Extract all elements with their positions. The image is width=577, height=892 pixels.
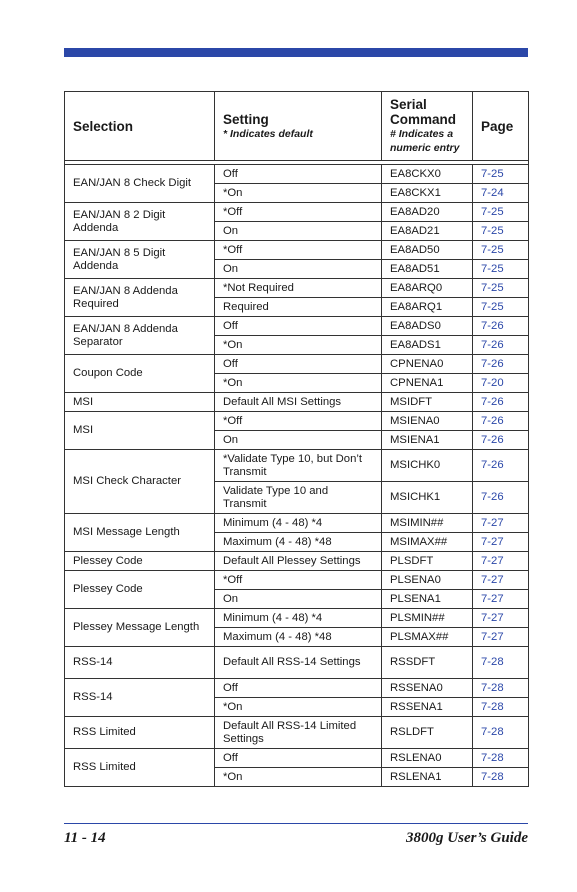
page-cell[interactable]: 7-28 bbox=[473, 647, 529, 679]
setting-cell: *On bbox=[215, 374, 382, 393]
page-cell[interactable]: 7-27 bbox=[473, 628, 529, 647]
setting-cell: *Off bbox=[215, 571, 382, 590]
page-cell[interactable]: 7-28 bbox=[473, 717, 529, 749]
page-cell[interactable]: 7-26 bbox=[473, 336, 529, 355]
selection-cell: MSI bbox=[65, 412, 215, 450]
table-header-row bbox=[65, 92, 529, 161]
setting-cell: *On bbox=[215, 698, 382, 717]
selection-cell: RSS-14 bbox=[65, 679, 215, 717]
page-cell[interactable]: 7-28 bbox=[473, 679, 529, 698]
page-cell[interactable]: 7-20 bbox=[473, 374, 529, 393]
setting-cell: Minimum (4 - 48) *4 bbox=[215, 514, 382, 533]
page-cell[interactable]: 7-26 bbox=[473, 450, 529, 482]
page-cell[interactable]: 7-26 bbox=[473, 482, 529, 514]
setting-cell: Default All MSI Settings bbox=[215, 393, 382, 412]
command-cell: MSIENA1 bbox=[382, 431, 473, 450]
table-row bbox=[65, 717, 529, 749]
setting-cell: Minimum (4 - 48) *4 bbox=[215, 609, 382, 628]
command-cell: MSIMIN## bbox=[382, 514, 473, 533]
command-cell: EA8ARQ1 bbox=[382, 298, 473, 317]
page-cell[interactable]: 7-25 bbox=[473, 298, 529, 317]
selection-cell: Coupon Code bbox=[65, 355, 215, 393]
selection-cell: EAN/JAN 8 Addenda Separator bbox=[65, 317, 215, 355]
command-cell: RSSENA0 bbox=[382, 679, 473, 698]
setting-cell: *Validate Type 10, but Don’t Transmit bbox=[215, 450, 382, 482]
selection-cell: Plessey Code bbox=[65, 571, 215, 609]
table-body bbox=[65, 161, 529, 787]
page-cell[interactable]: 7-28 bbox=[473, 749, 529, 768]
table-row bbox=[65, 317, 529, 336]
command-cell: EA8ADS0 bbox=[382, 317, 473, 336]
header-serial-command: Serial Command # Indicates a numeric entry bbox=[382, 92, 473, 161]
setting-cell: *Off bbox=[215, 203, 382, 222]
command-cell: RSSENA1 bbox=[382, 698, 473, 717]
page-cell[interactable]: 7-26 bbox=[473, 393, 529, 412]
setting-cell: *Off bbox=[215, 241, 382, 260]
setting-cell: On bbox=[215, 260, 382, 279]
setting-cell: *On bbox=[215, 768, 382, 787]
command-cell: MSIMAX## bbox=[382, 533, 473, 552]
command-cell: CPNENA0 bbox=[382, 355, 473, 374]
command-cell: EA8AD21 bbox=[382, 222, 473, 241]
table-row bbox=[65, 749, 529, 768]
setting-cell: Off bbox=[215, 355, 382, 374]
selection-cell: EAN/JAN 8 5 Digit Addenda bbox=[65, 241, 215, 279]
header-bar bbox=[64, 48, 528, 57]
header-selection: Selection bbox=[65, 92, 215, 161]
table-row bbox=[65, 647, 529, 679]
page-cell[interactable]: 7-27 bbox=[473, 609, 529, 628]
command-cell: PLSMAX## bbox=[382, 628, 473, 647]
selection-cell: RSS Limited bbox=[65, 717, 215, 749]
selection-cell: Plessey Message Length bbox=[65, 609, 215, 647]
header-setting: Setting * Indicates default bbox=[215, 92, 382, 161]
table-row bbox=[65, 571, 529, 590]
table-row bbox=[65, 393, 529, 412]
selection-cell: MSI Message Length bbox=[65, 514, 215, 552]
page-cell[interactable]: 7-27 bbox=[473, 590, 529, 609]
footer-page-number: 11 - 14 bbox=[64, 830, 106, 846]
setting-cell: *On bbox=[215, 336, 382, 355]
setting-cell: On bbox=[215, 590, 382, 609]
table-row bbox=[65, 412, 529, 431]
command-cell: RSLENA0 bbox=[382, 749, 473, 768]
selection-cell: EAN/JAN 8 Check Digit bbox=[65, 165, 215, 203]
page-cell[interactable]: 7-25 bbox=[473, 165, 529, 184]
setting-cell: Default All RSS-14 Limited Settings bbox=[215, 717, 382, 749]
setting-cell: *On bbox=[215, 184, 382, 203]
setting-cell: On bbox=[215, 431, 382, 450]
page-cell[interactable]: 7-28 bbox=[473, 698, 529, 717]
setting-cell: *Not Required bbox=[215, 279, 382, 298]
settings-table bbox=[64, 91, 529, 787]
table-row bbox=[65, 609, 529, 628]
selection-cell: Plessey Code bbox=[65, 552, 215, 571]
command-cell: MSICHK0 bbox=[382, 450, 473, 482]
page-cell[interactable]: 7-27 bbox=[473, 533, 529, 552]
command-cell: EA8AD50 bbox=[382, 241, 473, 260]
command-cell: CPNENA1 bbox=[382, 374, 473, 393]
header-page: Page bbox=[473, 92, 529, 161]
page-cell[interactable]: 7-27 bbox=[473, 514, 529, 533]
command-cell: RSLDFT bbox=[382, 717, 473, 749]
selection-cell: MSI bbox=[65, 393, 215, 412]
page-cell[interactable]: 7-25 bbox=[473, 203, 529, 222]
command-cell: EA8AD20 bbox=[382, 203, 473, 222]
header-serial-note: # Indicates a numeric entry bbox=[390, 128, 460, 154]
command-cell: MSIENA0 bbox=[382, 412, 473, 431]
page-cell[interactable]: 7-26 bbox=[473, 355, 529, 374]
setting-cell: Off bbox=[215, 679, 382, 698]
command-cell: PLSDFT bbox=[382, 552, 473, 571]
table-row bbox=[65, 241, 529, 260]
command-cell: MSIDFT bbox=[382, 393, 473, 412]
selection-cell: EAN/JAN 8 2 Digit Addenda bbox=[65, 203, 215, 241]
page-cell[interactable]: 7-25 bbox=[473, 241, 529, 260]
command-cell: RSLENA1 bbox=[382, 768, 473, 787]
command-cell: EA8ADS1 bbox=[382, 336, 473, 355]
table-row bbox=[65, 203, 529, 222]
command-cell: PLSENA1 bbox=[382, 590, 473, 609]
setting-cell: Off bbox=[215, 317, 382, 336]
command-cell: EA8CKX1 bbox=[382, 184, 473, 203]
table-row bbox=[65, 165, 529, 184]
selection-cell: EAN/JAN 8 Addenda Required bbox=[65, 279, 215, 317]
command-cell: EA8CKX0 bbox=[382, 165, 473, 184]
page-cell[interactable]: 7-26 bbox=[473, 412, 529, 431]
table-row bbox=[65, 279, 529, 298]
footer-book-title: 3800g User’s Guide bbox=[406, 830, 528, 846]
selection-cell: RSS-14 bbox=[65, 647, 215, 679]
table-row bbox=[65, 679, 529, 698]
table-row bbox=[65, 552, 529, 571]
page-cell[interactable]: 7-27 bbox=[473, 552, 529, 571]
setting-cell: *Off bbox=[215, 412, 382, 431]
setting-cell: Maximum (4 - 48) *48 bbox=[215, 533, 382, 552]
setting-cell: Default All RSS-14 Settings bbox=[215, 647, 382, 679]
command-cell: PLSMIN## bbox=[382, 609, 473, 628]
footer-rule bbox=[64, 823, 528, 824]
setting-cell: Default All Plessey Settings bbox=[215, 552, 382, 571]
page-cell[interactable]: 7-24 bbox=[473, 184, 529, 203]
page-cell[interactable]: 7-25 bbox=[473, 222, 529, 241]
page-cell[interactable]: 7-28 bbox=[473, 768, 529, 787]
selection-cell: RSS Limited bbox=[65, 749, 215, 787]
header-setting-note: * Indicates default bbox=[223, 127, 313, 140]
setting-cell: Off bbox=[215, 749, 382, 768]
page-cell[interactable]: 7-26 bbox=[473, 431, 529, 450]
page-cell[interactable]: 7-26 bbox=[473, 317, 529, 336]
table-row bbox=[65, 450, 529, 482]
table-row bbox=[65, 355, 529, 374]
command-cell: PLSENA0 bbox=[382, 571, 473, 590]
setting-cell: On bbox=[215, 222, 382, 241]
selection-cell: MSI Check Character bbox=[65, 450, 215, 514]
setting-cell: Required bbox=[215, 298, 382, 317]
setting-cell: Maximum (4 - 48) *48 bbox=[215, 628, 382, 647]
setting-cell: Off bbox=[215, 165, 382, 184]
table-row bbox=[65, 514, 529, 533]
page-cell[interactable]: 7-25 bbox=[473, 279, 529, 298]
command-cell: MSICHK1 bbox=[382, 482, 473, 514]
command-cell: EA8ARQ0 bbox=[382, 279, 473, 298]
page-cell[interactable]: 7-25 bbox=[473, 260, 529, 279]
command-cell: EA8AD51 bbox=[382, 260, 473, 279]
setting-cell: Validate Type 10 and Transmit bbox=[215, 482, 382, 514]
page-cell[interactable]: 7-27 bbox=[473, 571, 529, 590]
command-cell: RSSDFT bbox=[382, 647, 473, 679]
